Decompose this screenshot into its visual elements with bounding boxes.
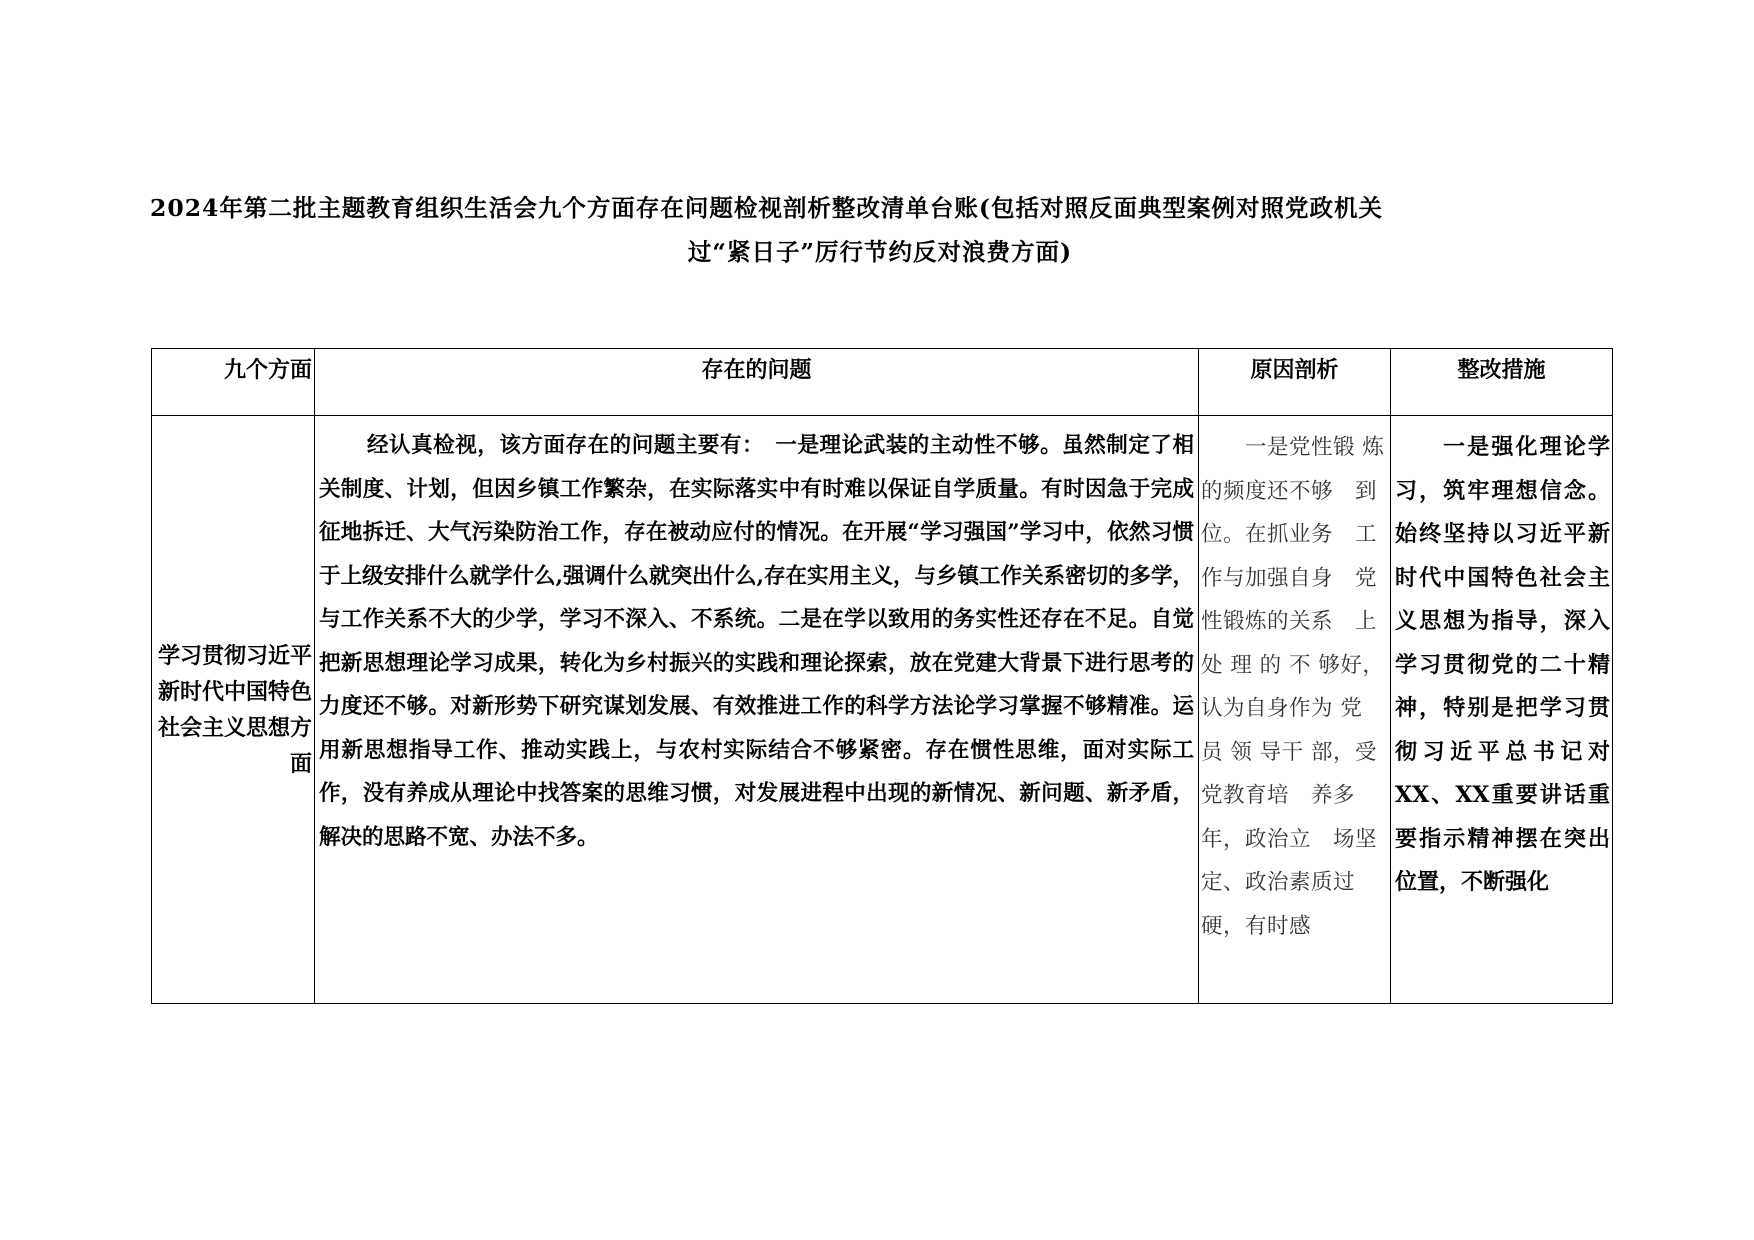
- cell-aspect: [152, 416, 315, 1004]
- cell-problem: [315, 416, 1199, 1004]
- measure-text: 一是强化理论学习，筑牢理想信念。始终坚持以习近平新时代中国特色社会主义思想为指导，深入学习贯彻党的二十精神，特别是把学习贯彻习近平总书记对XX、XX重要讲话重要指示精神摆在突出位置，不断强化: [1395, 434, 1610, 895]
- table-header-row: [152, 349, 1613, 416]
- cause-text: 一是党性锻 炼的频度还不够 到位。在抓业务 工作与加强自身 党性锻炼的关系 上处 理 的 不 够好，认为自身作为 党 员 领 导干 部，受党教育培 养多年，政治立 场坚定、政治素质过硬，有时感: [1201, 435, 1385, 939]
- rectification-table: [151, 348, 1613, 1004]
- title-line-2: 过“紧日子”厉行节约反对浪费方面): [687, 238, 1073, 266]
- header-problem: 存在的问题: [315, 349, 1199, 416]
- aspect-text: 学习贯彻习近平新时代中国特色社会主义思想方面: [157, 642, 312, 777]
- document-title: [150, 186, 1610, 274]
- problem-text: 经认真检视，该方面存在的问题主要有： 一是理论武装的主动性不够。虽然制定了相关制度、计划，但因乡镇工作繁杂，在实际落实中有时难以保证自学质量。有时因急于完成征地拆迁、大气污染防治工作，存在被动应付的情况。在开展“学习强国”学习中，依然习惯于上级安排什么就学什么,强调什么就突出什么,存在实用主义，与乡镇工作关系密切的多学，与工作关系不大的少学，学习不深入、不系统。二是在学以致用的务实性还存在不足。自觉把新思想理论学习成果，转化为乡村振兴的实践和理论探索，放在党建大背景下进行思考的力度还不够。对新形势下研究谋划发展、有效推进工作的科学方法论学习掌握不够精准。运用新思想指导工作、推动实践上，与农村实际结合不够紧密。存在惯性思维，面对实际工作，没有养成从理论中找答案的思维习惯，对发展进程中出现的新情况、新问题、新矛盾，解决的思路不宽、办法不多。: [319, 433, 1194, 850]
- header-measure: 整改措施: [1391, 349, 1613, 416]
- cell-measure: [1391, 416, 1613, 1004]
- title-line-1: 2024年第二批主题教育组织生活会九个方面存在问题检视剖析整改清单台账(包括对照反面典型案例对照党政机关: [150, 194, 1384, 222]
- header-cause: 原因剖析: [1199, 349, 1391, 416]
- header-aspect: 九个方面: [152, 349, 315, 416]
- table-row: [152, 416, 1613, 1004]
- cell-cause: [1199, 416, 1391, 1004]
